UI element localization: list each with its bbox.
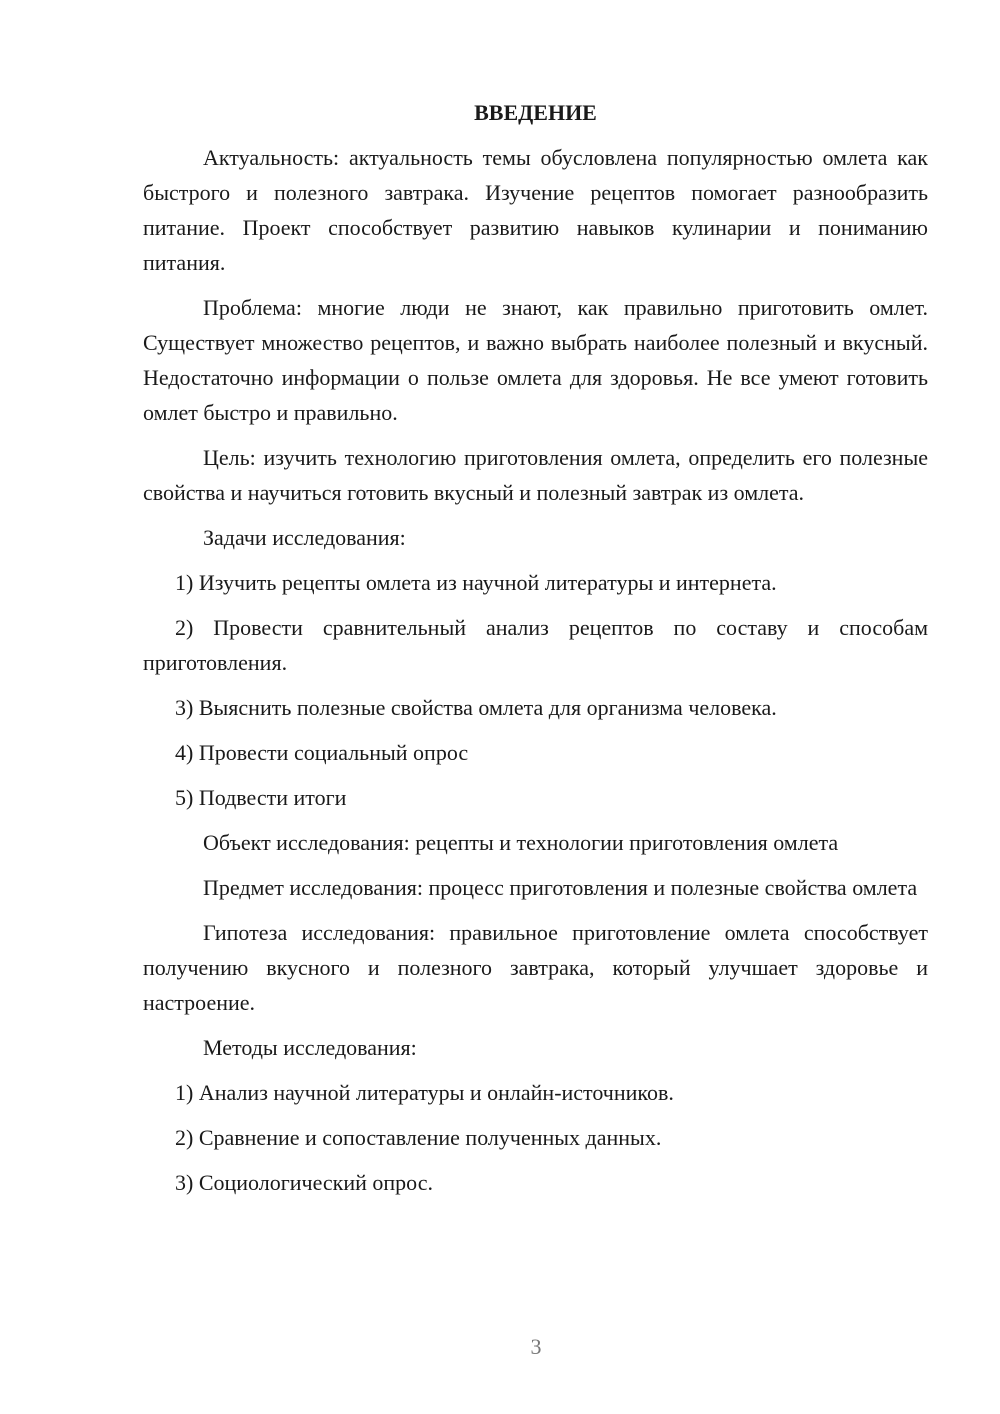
method-item: 2) Сравнение и сопоставление полученных данных. (175, 1125, 662, 1150)
goal-paragraph: Цель: изучить технологию приготовления омлета, определить его полезные свойства и научиться готовить вкусный и полезный завтрак из омлета. (143, 445, 928, 505)
task-item: 1) Изучить рецепты омлета из научной литературы и интернета. (175, 570, 777, 595)
method-item: 3) Социологический опрос. (175, 1170, 433, 1195)
object-paragraph: Объект исследования: рецепты и технологии приготовления омлета (203, 830, 839, 855)
methods-heading: Методы исследования: (203, 1035, 417, 1060)
method-item: 1) Анализ научной литературы и онлайн-источников. (175, 1080, 674, 1105)
task-item: 2) Провести сравнительный анализ рецептов по составу и способам приготовления. (143, 615, 928, 675)
task-item: 3) Выяснить полезные свойства омлета для организма человека. (175, 695, 777, 720)
subject-paragraph: Предмет исследования: процесс приготовления и полезные свойства омлета (203, 875, 918, 900)
relevance-paragraph: Актуальность: актуальность темы обусловлена популярностью омлета как быстрого и полезного завтрака. Изучение рецептов помогает разнообразить питание. Проект способствует развитию навыков кулинарии и пониманию питания. (143, 145, 928, 275)
problem-paragraph: Проблема: многие люди не знают, как правильно приготовить омлет. Существует множество рецептов, и важно выбрать наиболее полезный и вкусный. Недостаточно информации о пользе омлета для здоровья. Не все умеют готовить омлет быстро и правильно. (143, 295, 928, 425)
hypothesis-paragraph: Гипотеза исследования: правильное приготовление омлета способствует получению вкусного и полезного завтрака, который улучшает здоровье и настроение. (143, 920, 928, 1015)
section-title: ВВЕДЕНИЕ (474, 100, 597, 125)
task-item: 5) Подвести итоги (175, 785, 347, 810)
task-item: 4) Провести социальный опрос (175, 740, 469, 765)
tasks-heading: Задачи исследования: (203, 525, 406, 550)
page-number: 3 (530, 1334, 542, 1359)
page-content (143, 95, 928, 1210)
